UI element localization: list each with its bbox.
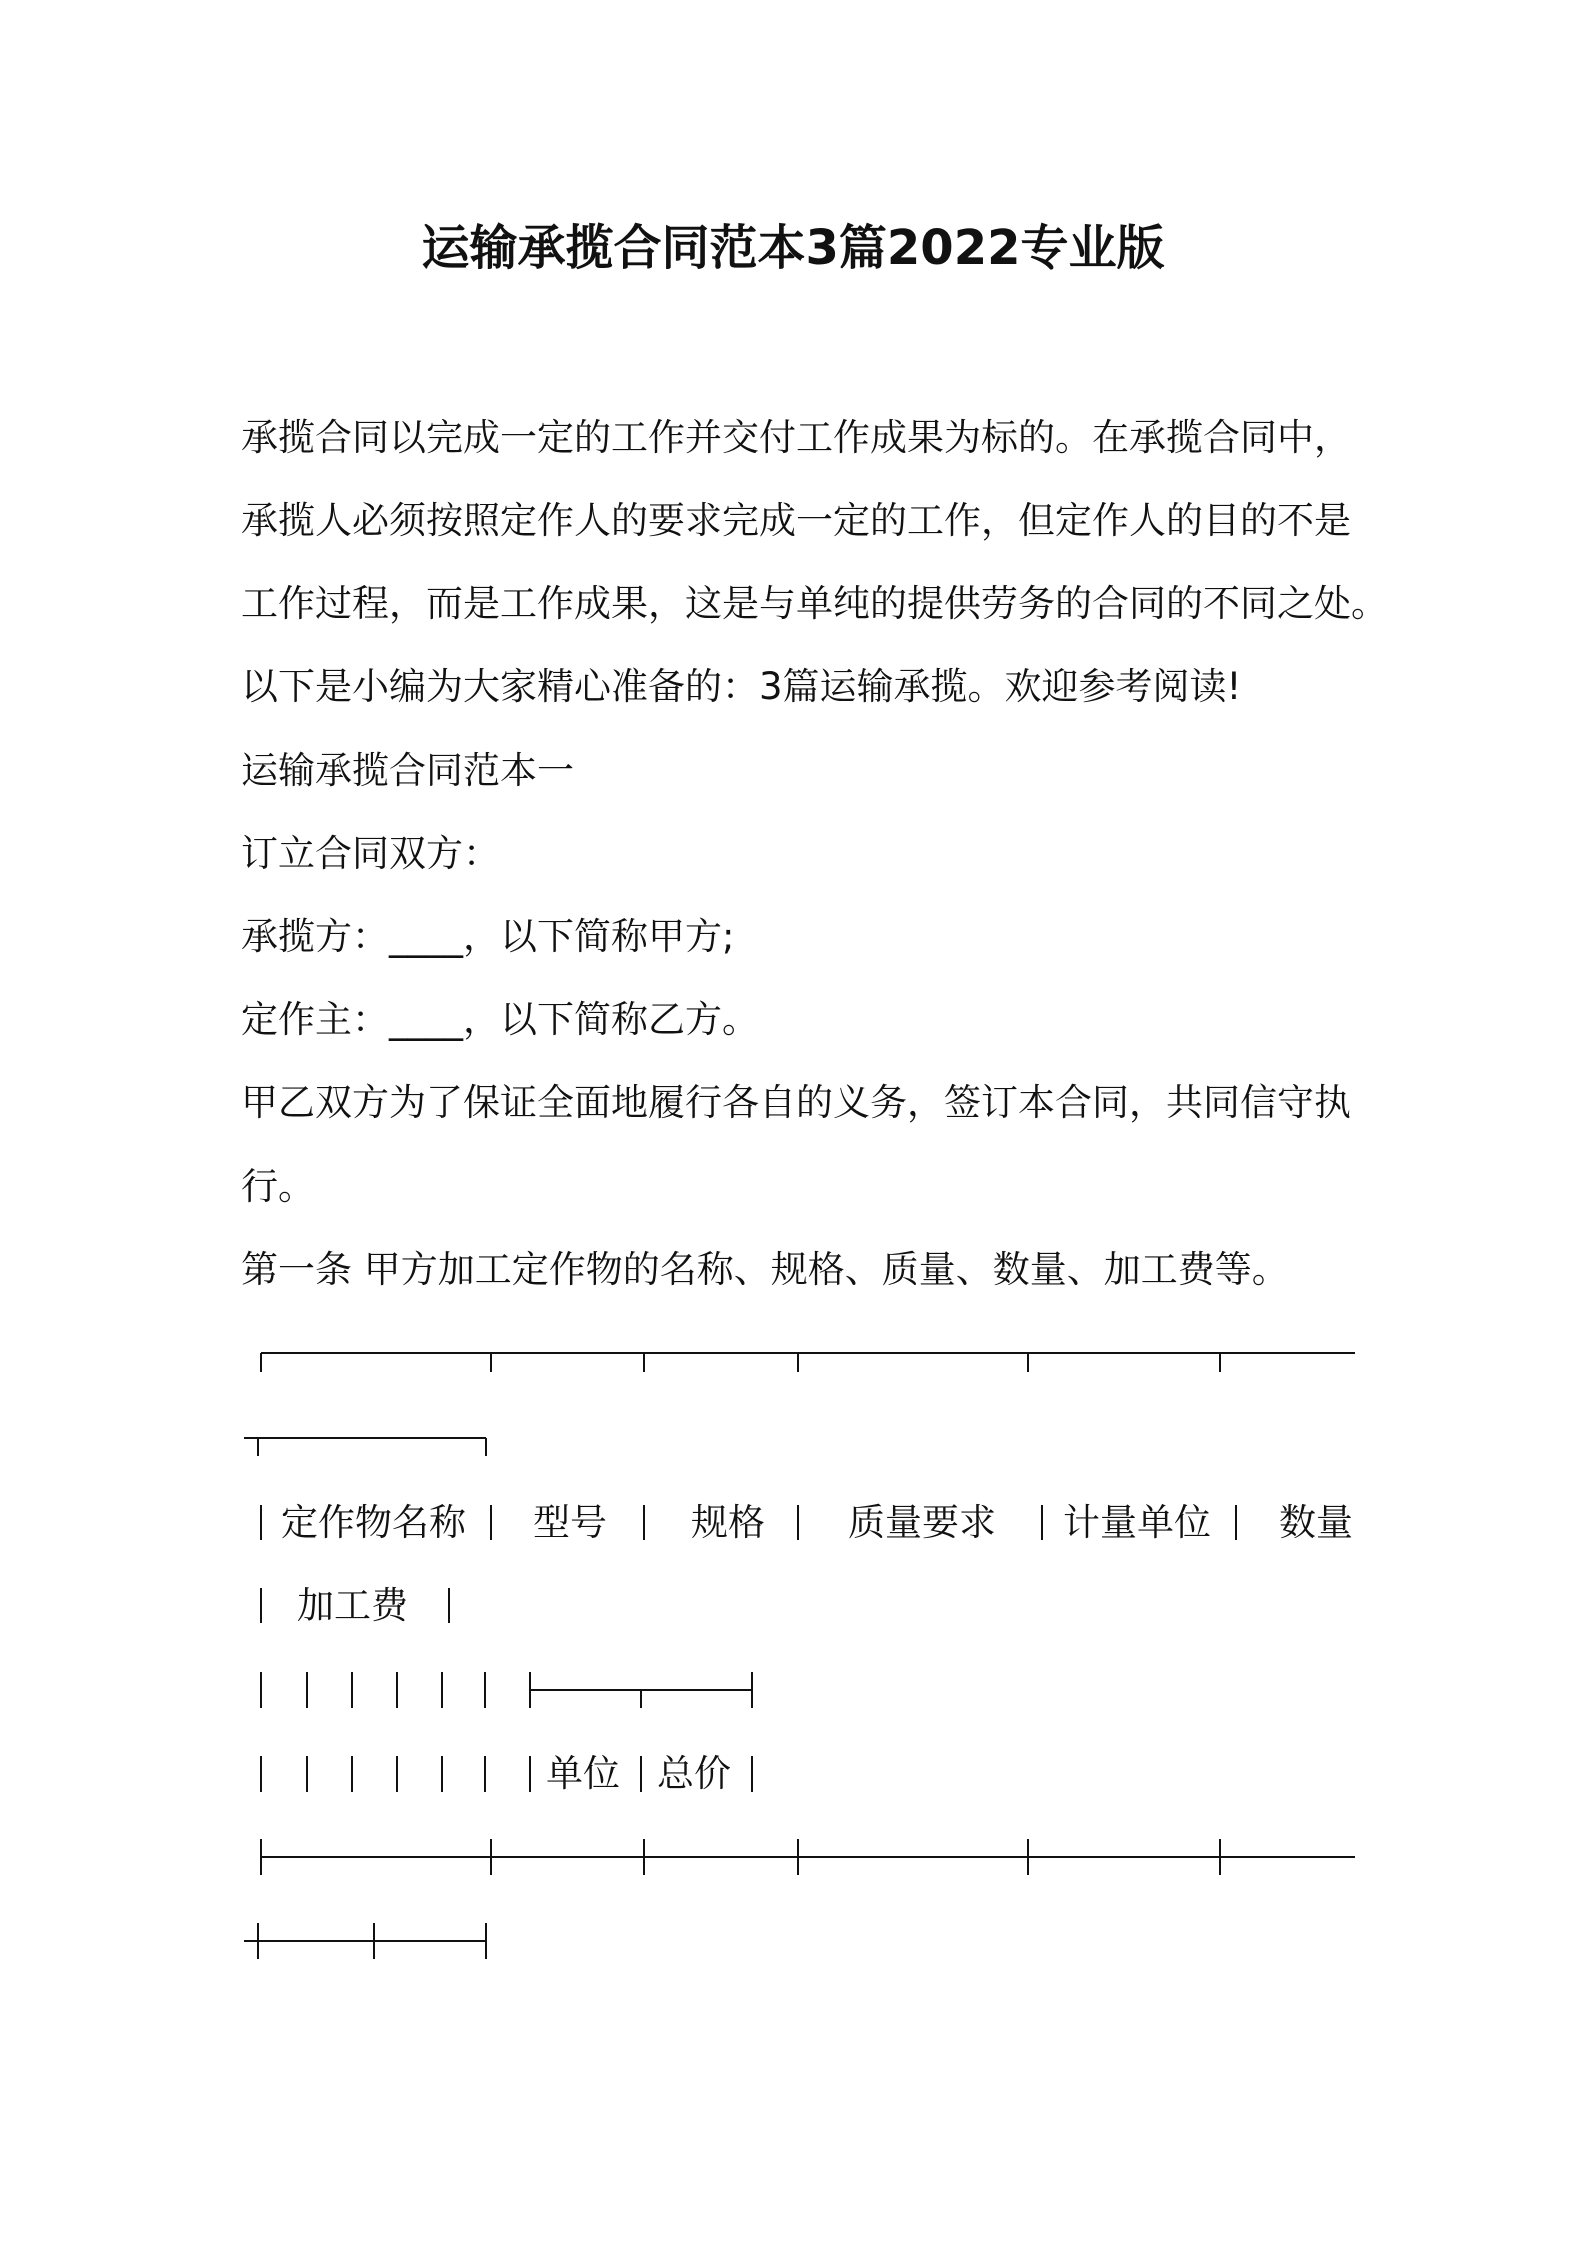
header-quantity: 数量 [1279, 1501, 1353, 1544]
party-b-line: 定作主：____，以下简称乙方。 [241, 998, 759, 1041]
article-1: 第一条 甲方加工定作物的名称、规格、质量、数量、加工费等。 [241, 1248, 1289, 1291]
intro-line: 承揽人必须按照定作人的要求完成一定的工作，但定作人的目的不是 [241, 499, 1351, 542]
agreement-line: 甲乙双方为了保证全面地履行各自的义务，签订本合同，共同信守执 [241, 1081, 1351, 1124]
header-model: 型号 [533, 1501, 607, 1544]
intro-line: 以下是小编为大家精心准备的：3篇运输承揽。欢迎参考阅读! [241, 665, 1242, 708]
header-fee: 加工费 [297, 1584, 408, 1627]
agreement-line: 行。 [241, 1165, 315, 1208]
header-quality: 质量要求 [848, 1501, 996, 1544]
header-unit: 计量单位 [1063, 1501, 1211, 1544]
section-title: 运输承揽合同范本一 [241, 749, 574, 792]
party-a-line: 承揽方：____，以下简称甲方; [241, 915, 735, 958]
intro-line: 承揽合同以完成一定的工作并交付工作成果为标的。在承揽合同中， [241, 416, 1351, 459]
subheader-total: 总价 [657, 1752, 731, 1795]
parties-heading: 订立合同双方： [241, 832, 500, 875]
document-title: 运输承揽合同范本3篇2022专业版 [421, 220, 1165, 276]
header-item-name: 定作物名称 [281, 1501, 466, 1544]
intro-line: 工作过程，而是工作成果，这是与单纯的提供劳务的合同的不同之处。 [241, 582, 1388, 625]
subheader-unit-price: 单位 [546, 1752, 620, 1795]
header-spec: 规格 [691, 1501, 765, 1544]
